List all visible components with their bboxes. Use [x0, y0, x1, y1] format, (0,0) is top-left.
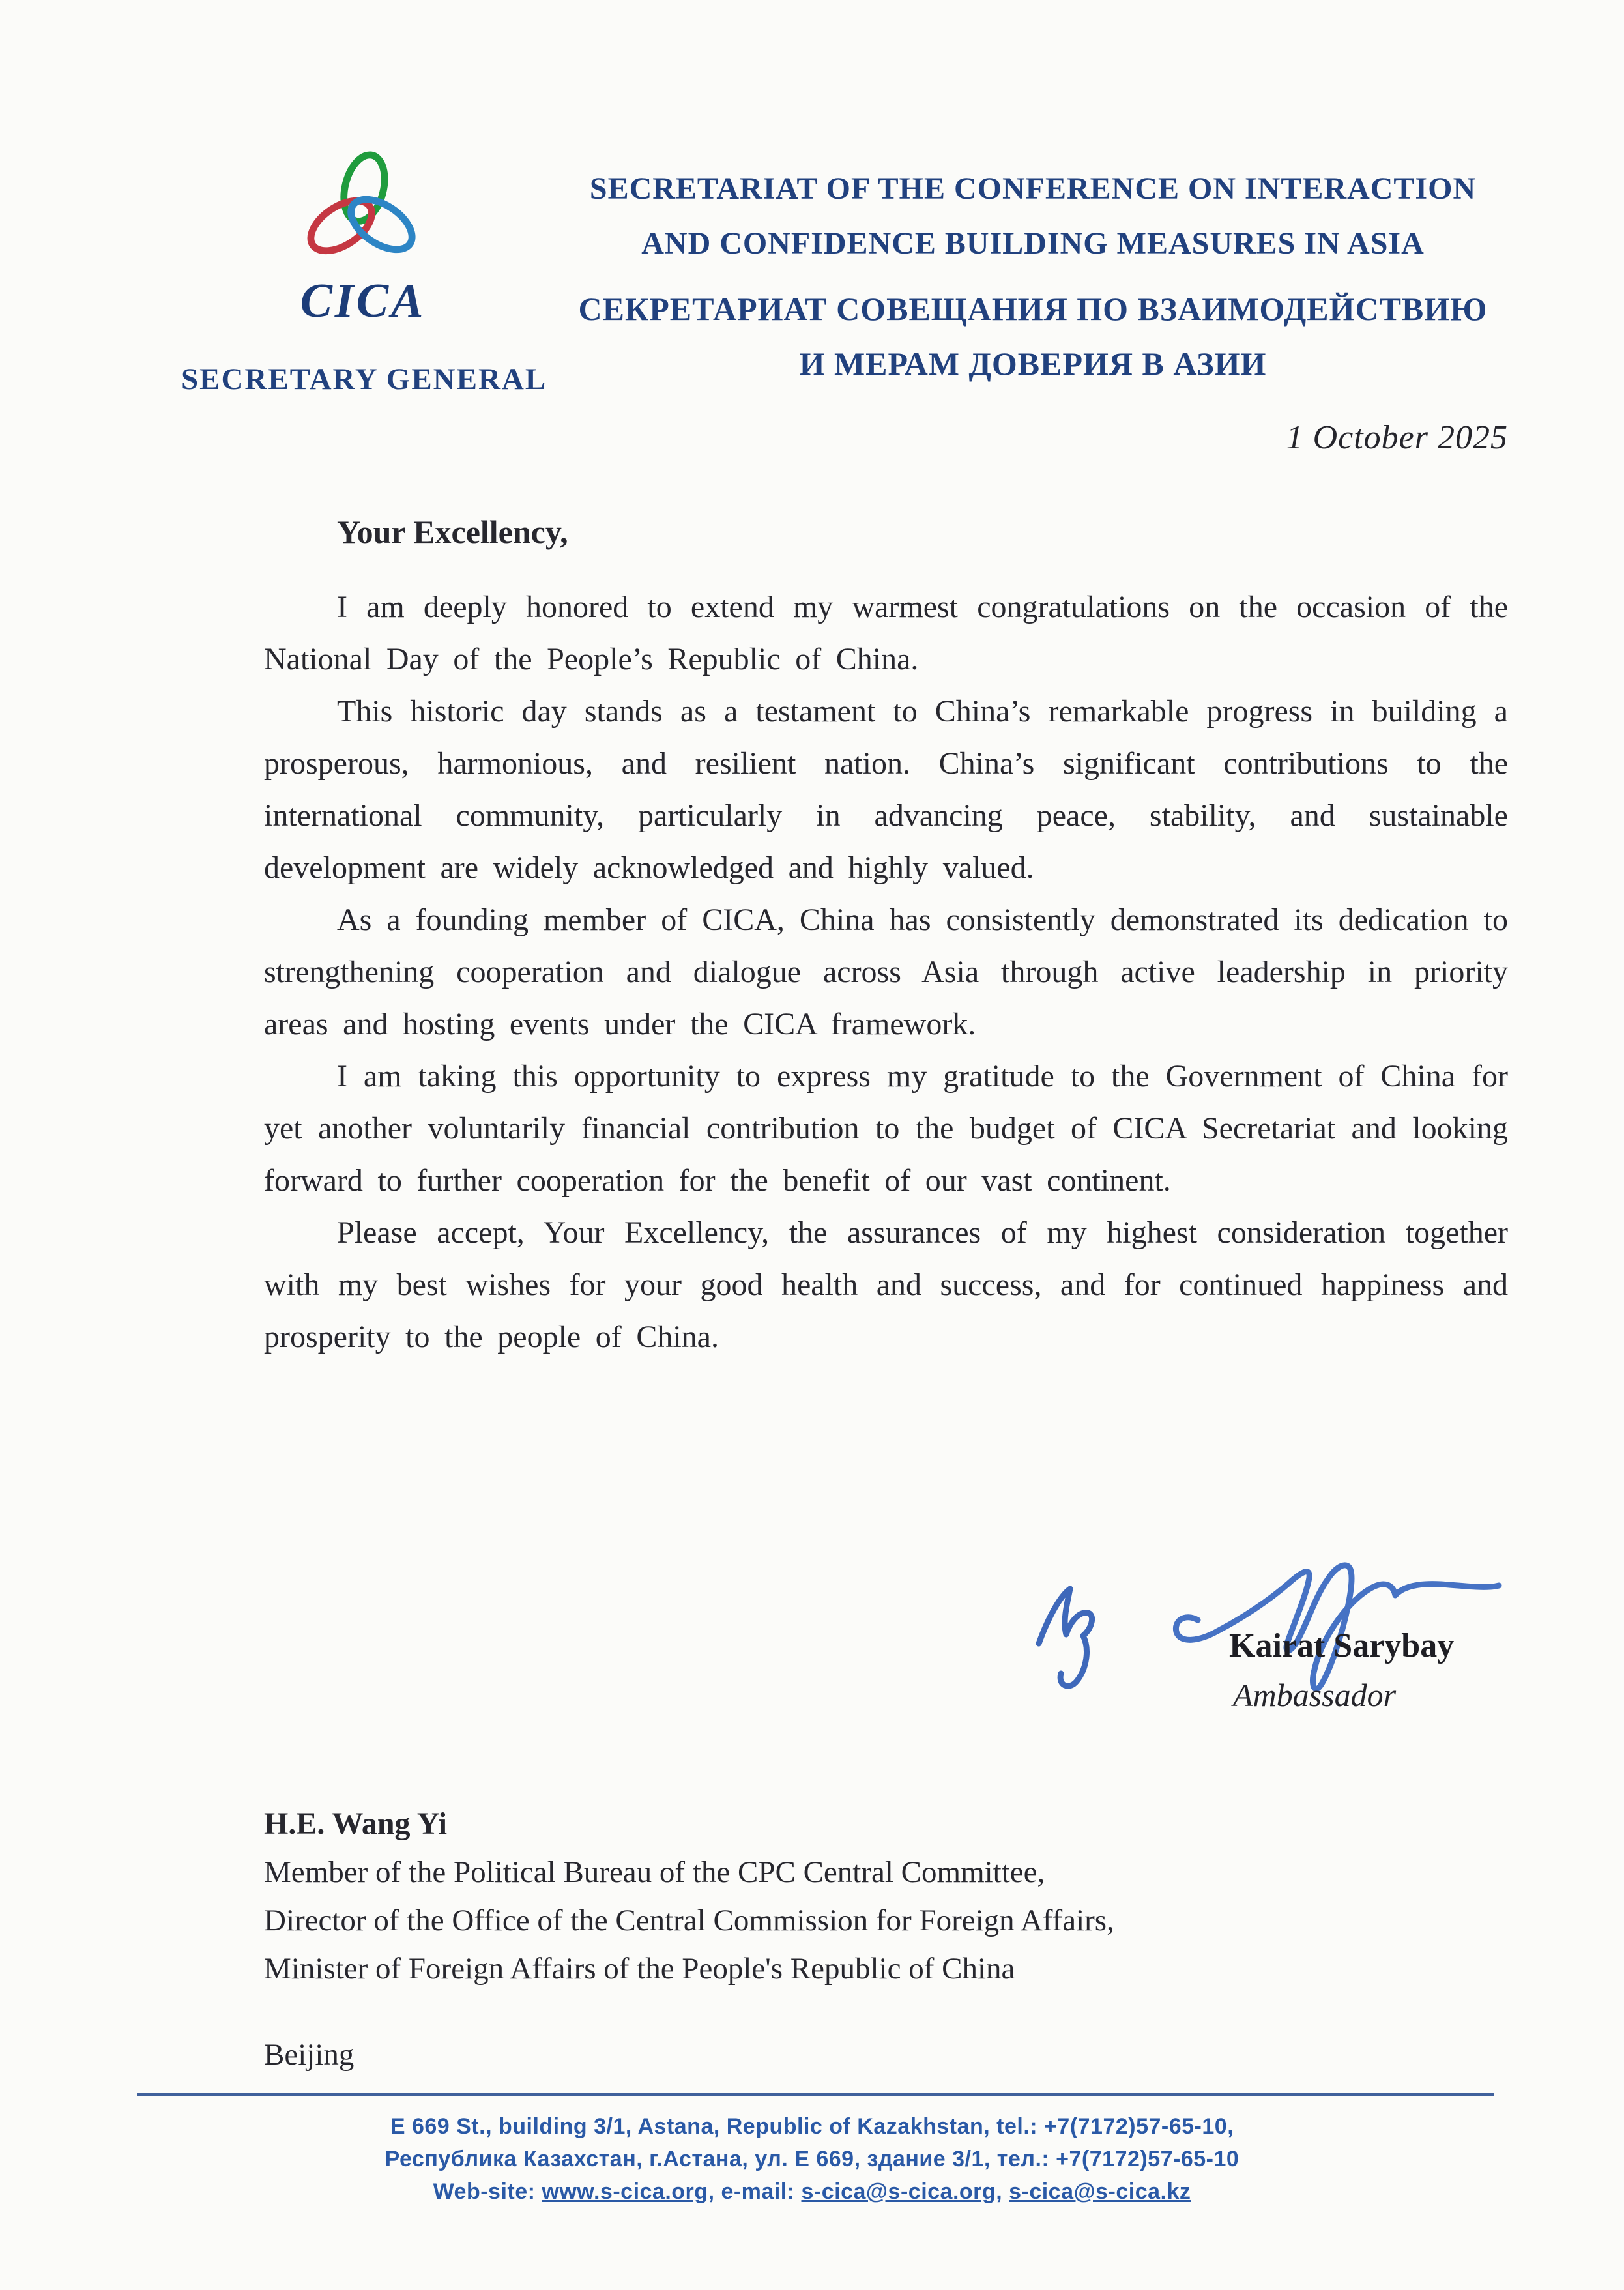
signature-ink [1021, 1546, 1505, 1697]
signatory-title: Ambassador [1233, 1677, 1397, 1713]
body-paragraph-2: This historic day stands as a testament to China’s remarkable progress in building a prosperous, harmonious, and resilient nation. China’s significant contributions to the international community, particularly in advancing peace, stability, and sustainable development are widely acknowledged and highly valued. [264, 694, 1508, 885]
addressee-title-line-2: Director of the Office of the Central Commission for Foreign Affairs, [264, 1904, 1114, 1937]
body-paragraph-3: As a founding member of CICA, China has consistently demonstrated its dedication to strengthening cooperation and dialogue across Asia through active leadership in priority areas and hosting events under the CICA framework. [264, 903, 1508, 1041]
body-paragraph-1: I am deeply honored to extend my warmest congratulations on the occasion of the National Day of the People’s Republic of China. [264, 590, 1508, 676]
email-label: , e-mail: [708, 2179, 802, 2204]
cica-rings-icon [291, 149, 435, 270]
footer [36, 2110, 1588, 2208]
sender-title: SECRETARY GENERAL [181, 362, 547, 397]
org-name-ru-line2: И МЕРАМ ДОВЕРИЯ В АЗИИ [799, 345, 1267, 382]
org-name-en-line1: SECRETARIAT OF THE CONFERENCE ON INTERACTION [589, 171, 1477, 206]
org-name-en-line2: AND CONFIDENCE BUILDING MEASURES IN ASIA [641, 226, 1425, 261]
addressee-name: H.E. Wang Yi [264, 1806, 447, 1841]
footer-address-en: E 669 St., building 3/1, Astana, Republic of Kazakhstan, tel.: +7(7172)57-65-10, [390, 2114, 1234, 2139]
org-name-english [573, 162, 1492, 271]
footer-address-ru: Республика Казахстан, г.Астана, ул. Е 669, здание 3/1, тел.: +7(7172)57-65-10 [384, 2147, 1240, 2171]
logo-block [181, 149, 545, 397]
org-name-block [573, 162, 1492, 391]
letter-body [264, 506, 1508, 1363]
email-link-secondary[interactable]: s-cica@s-cica.kz [1009, 2179, 1191, 2204]
email-link-primary[interactable]: s-cica@s-cica.org [801, 2179, 996, 2204]
footer-contacts [36, 2175, 1588, 2208]
salutation: Your Excellency, [337, 514, 568, 550]
addressee-title-line-3: Minister of Foreign Affairs of the People's Republic of China [264, 1952, 1015, 1986]
addressee-block [264, 1800, 1114, 2079]
addressee-title-line-1: Member of the Political Bureau of the CPC Central Committee, [264, 1855, 1045, 1889]
logo-wordmark: CICA [300, 274, 426, 328]
org-name-russian [573, 282, 1492, 391]
body-paragraph-5: Please accept, Your Excellency, the assurances of my highest consideration together with my best wishes for your good health and success, and for continued happiness and prosperity to the people of China. [264, 1215, 1508, 1354]
body-paragraph-4: I am taking this opportunity to express my gratitude to the Government of China for yet another voluntarily financial contribution to the budget of CICA Secretariat and looking forward to further cooperation for the benefit of our vast continent. [264, 1059, 1508, 1198]
addressee-city: Beijing [264, 2038, 355, 2072]
org-name-ru-line1: СЕКРЕТАРИАТ СОВЕЩАНИЯ ПО ВЗАИМОДЕЙСТВИЮ [578, 291, 1488, 327]
letter-date: 1 October 2025 [1286, 419, 1508, 456]
website-link[interactable]: www.s-cica.org [542, 2179, 708, 2204]
website-label: Web-site: [433, 2179, 542, 2204]
signatory-name: Kairat Sarybay [1229, 1627, 1455, 1664]
footer-separator: , [996, 2179, 1009, 2204]
footer-divider [137, 2093, 1494, 2096]
